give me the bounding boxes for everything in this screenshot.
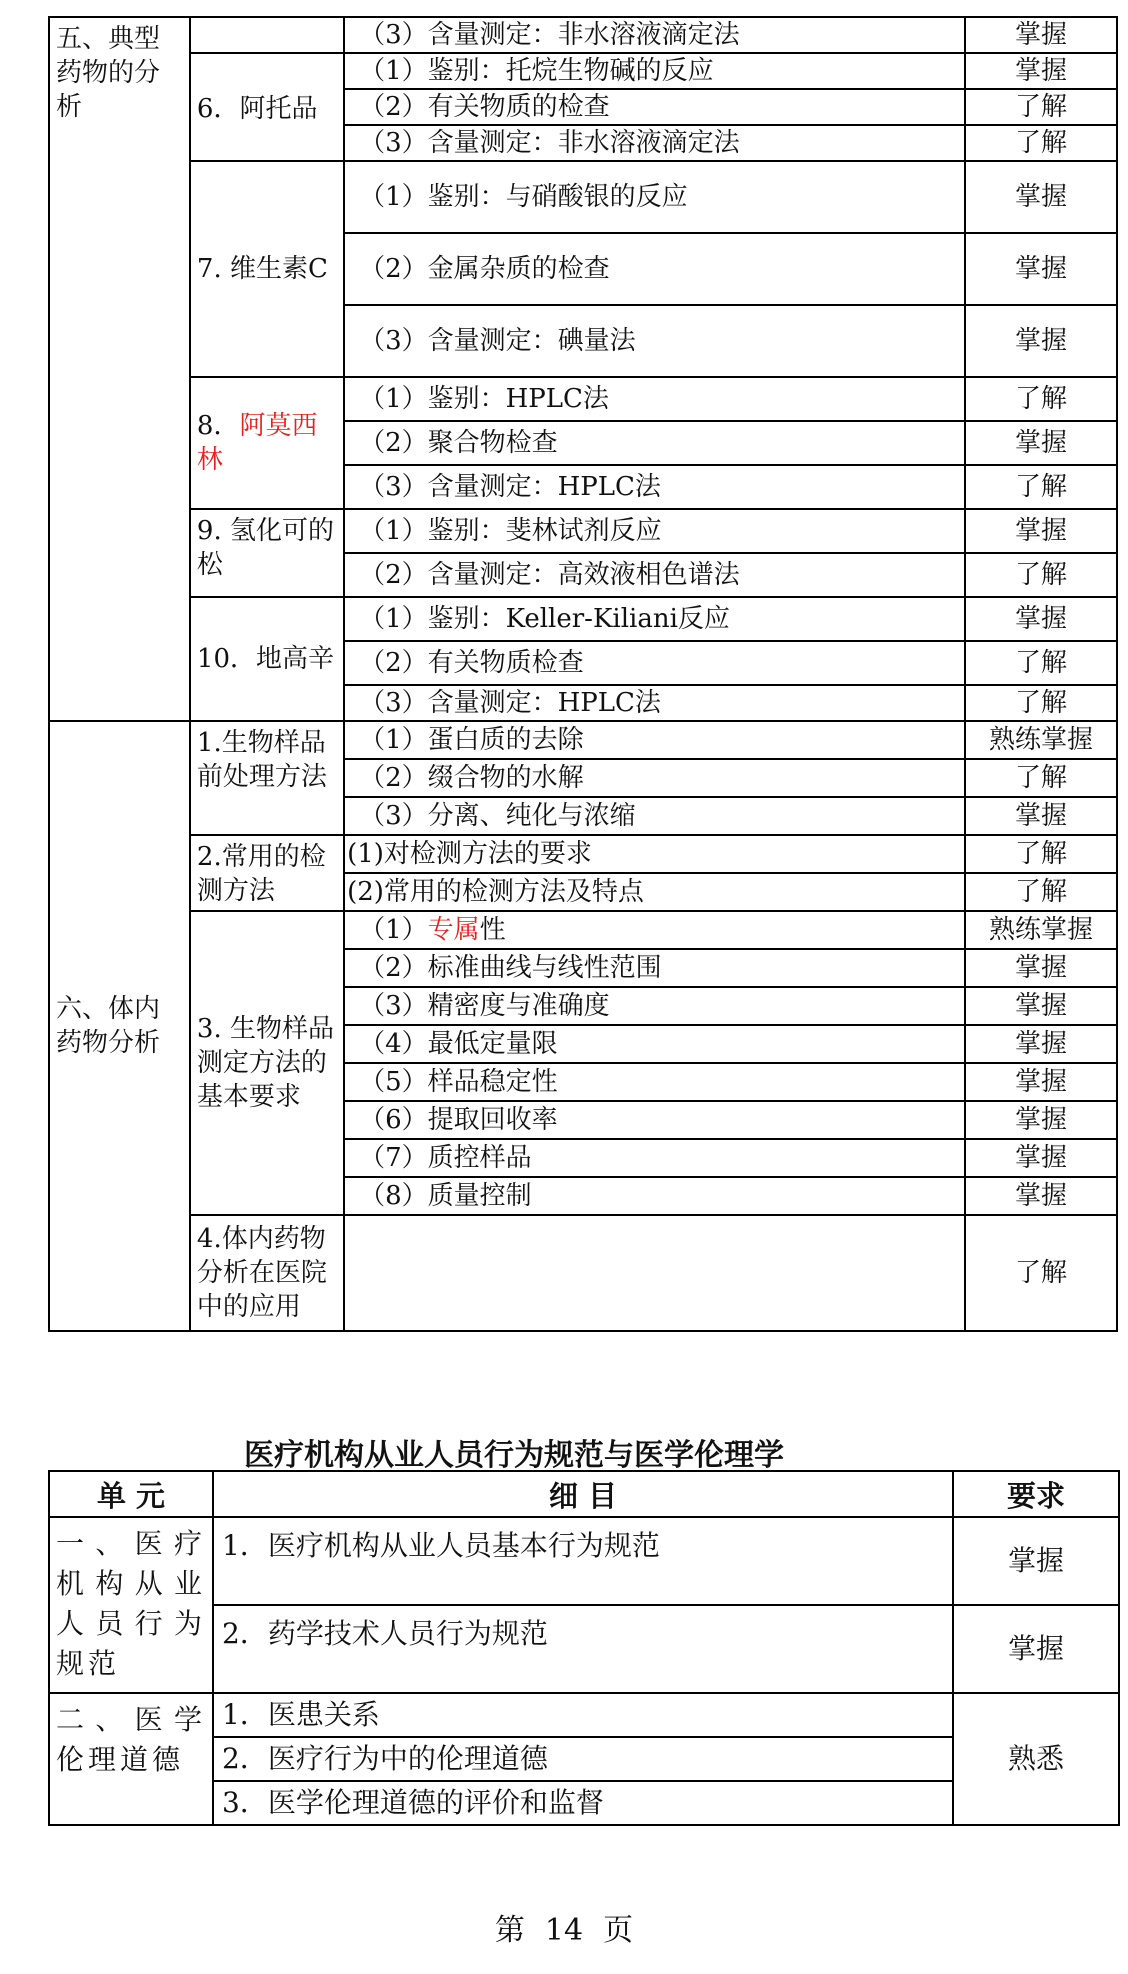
topic-detection-methods: 2.常用的检测方法	[190, 835, 344, 911]
unit-6: 六、体内药物分析	[49, 721, 190, 1331]
req: 掌握	[965, 797, 1117, 835]
req: 掌握	[965, 1139, 1117, 1177]
req: 掌握	[965, 949, 1117, 987]
item: （2）有关物质检查	[344, 641, 965, 685]
req: 掌握	[965, 509, 1117, 553]
item: （5）样品稳定性	[344, 1063, 965, 1101]
req: 了解	[965, 759, 1117, 797]
item: （3）分离、纯化与浓缩	[344, 797, 965, 835]
item: （2）金属杂质的检查	[344, 233, 965, 305]
item: （1）鉴别：Keller-Kiliani反应	[344, 597, 965, 641]
req: 了解	[965, 89, 1117, 125]
item: （3）精密度与准确度	[344, 987, 965, 1025]
topic-hydrocortisone: 9. 氢化可的松	[190, 509, 344, 597]
req: 了解	[965, 835, 1117, 873]
item: (2)常用的检测方法及特点	[344, 873, 965, 911]
topic-atropine: 6．阿托品	[190, 53, 344, 161]
topic-vitamin-c: 7. 维生素C	[190, 161, 344, 377]
req: 掌握	[965, 305, 1117, 377]
topic-5-continued	[190, 17, 344, 53]
req: 掌握	[965, 1177, 1117, 1215]
topic-hospital-application: 4.体内药物分析在医院中的应用	[190, 1215, 344, 1331]
req: 掌握	[965, 53, 1117, 89]
item: (1)对检测方法的要求	[344, 835, 965, 873]
req: 掌握	[953, 1605, 1119, 1693]
unit-1: 一、医疗机构从业人员行为规范	[49, 1517, 213, 1693]
req: 了解	[965, 873, 1117, 911]
item: （3）含量测定：HPLC法	[344, 685, 965, 721]
item: （1）鉴别：托烷生物碱的反应	[344, 53, 965, 89]
req: 掌握	[965, 421, 1117, 465]
item: （8）质量控制	[344, 1177, 965, 1215]
item: 1．医疗机构从业人员基本行为规范	[213, 1517, 953, 1605]
item: （2）有关物质的检查	[344, 89, 965, 125]
item: （2）聚合物检查	[344, 421, 965, 465]
item: （2）含量测定：高效液相色谱法	[344, 553, 965, 597]
req: 掌握	[965, 17, 1117, 53]
header-requirement: 要求	[953, 1471, 1119, 1517]
header-detail: 细 目	[213, 1471, 953, 1517]
item: （3）含量测定：非水溶液滴定法	[344, 125, 965, 161]
req: 掌握	[965, 161, 1117, 233]
header-unit: 单 元	[49, 1471, 213, 1517]
empty-item	[344, 1215, 965, 1331]
req: 了解	[965, 1215, 1117, 1331]
req: 了解	[965, 553, 1117, 597]
req: 掌握	[965, 1025, 1117, 1063]
item: 1．医患关系	[213, 1693, 953, 1737]
item: 2．医疗行为中的伦理道德	[213, 1737, 953, 1781]
unit-5: 五、典型药物的分析	[49, 17, 190, 721]
syllabus-table-drug-analysis	[48, 16, 1118, 1332]
syllabus-table-ethics	[48, 1470, 1120, 1826]
req: 了解	[965, 685, 1117, 721]
topic-amoxicillin: 8．阿莫西林	[190, 377, 344, 509]
req: 了解	[965, 125, 1117, 161]
item: （1）鉴别：斐林试剂反应	[344, 509, 965, 553]
req: 熟悉	[953, 1693, 1119, 1825]
item: （1）专属性	[344, 911, 965, 949]
req: 了解	[965, 465, 1117, 509]
item: （1）鉴别：HPLC法	[344, 377, 965, 421]
item: （3）含量测定：碘量法	[344, 305, 965, 377]
page-footer: 第 14 页	[494, 1913, 634, 1948]
req: 了解	[965, 641, 1117, 685]
req: 熟练掌握	[965, 721, 1117, 759]
topic-method-requirements: 3. 生物样品测定方法的基本要求	[190, 911, 344, 1215]
item: （7）质控样品	[344, 1139, 965, 1177]
req: 熟练掌握	[965, 911, 1117, 949]
req: 掌握	[965, 233, 1117, 305]
item: （1）鉴别：与硝酸银的反应	[344, 161, 965, 233]
section-title: 医疗机构从业人员行为规范与医学伦理学	[244, 1438, 784, 1473]
item: 2．药学技术人员行为规范	[213, 1605, 953, 1693]
topic-sample-prep: 1.生物样品前处理方法	[190, 721, 344, 835]
req: 了解	[965, 377, 1117, 421]
topic-digoxin: 10．地高辛	[190, 597, 344, 721]
unit-2: 二、医学伦理道德	[49, 1693, 213, 1825]
item: （2）标准曲线与线性范围	[344, 949, 965, 987]
item: （2）缀合物的水解	[344, 759, 965, 797]
item: （3）含量测定：非水溶液滴定法	[344, 17, 965, 53]
item: （4）最低定量限	[344, 1025, 965, 1063]
req: 掌握	[953, 1517, 1119, 1605]
item: （1）蛋白质的去除	[344, 721, 965, 759]
req: 掌握	[965, 1063, 1117, 1101]
item: （6）提取回收率	[344, 1101, 965, 1139]
req: 掌握	[965, 987, 1117, 1025]
item: （3）含量测定：HPLC法	[344, 465, 965, 509]
req: 掌握	[965, 597, 1117, 641]
req: 掌握	[965, 1101, 1117, 1139]
item: 3．医学伦理道德的评价和监督	[213, 1781, 953, 1825]
